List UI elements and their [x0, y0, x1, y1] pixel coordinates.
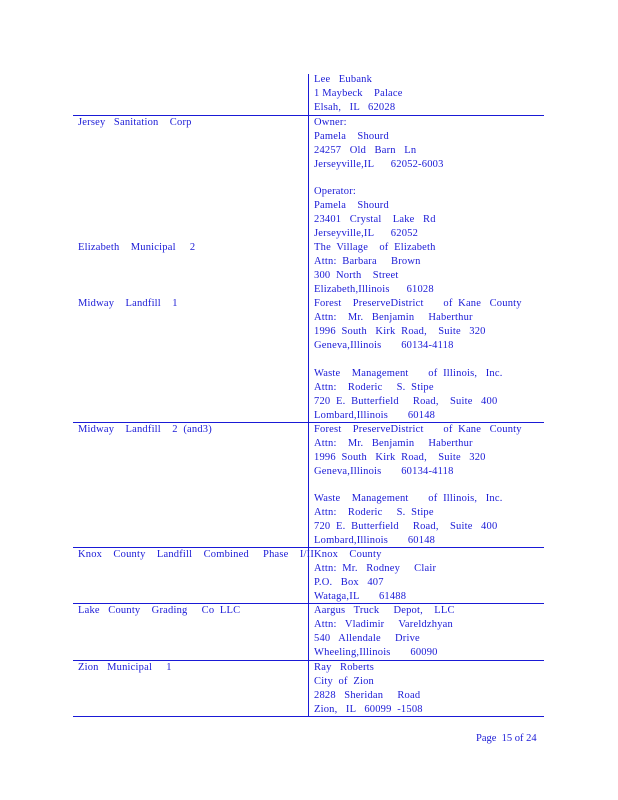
contact-line: 24257 Old Barn Ln: [314, 145, 417, 156]
contact-line: Pamela Shourd: [314, 131, 389, 142]
contact-line: Attn: Vladimir Vareldzhyan: [314, 619, 453, 630]
contact-line: Attn: Roderic S. Stipe: [314, 382, 434, 393]
column-divider: [308, 74, 309, 717]
contact-line: Lombard,Illinois 60148: [314, 535, 436, 546]
contact-line: Operator:: [314, 186, 357, 197]
contact-line: 1 Maybeck Palace: [314, 88, 403, 99]
contact-line: Attn: Roderic S. Stipe: [314, 507, 434, 518]
contact-line: Elizabeth,Illinois 61028: [314, 284, 434, 295]
contact-line: Owner:: [314, 117, 347, 128]
contact-line: P.O. Box 407: [314, 577, 384, 588]
contact-line: Forest PreserveDistrict of Kane County: [314, 298, 522, 309]
contact-line: Pamela Shourd: [314, 200, 389, 211]
contact-line: 300 North Street: [314, 270, 399, 281]
contact-line: Wataga,IL 61488: [314, 591, 407, 602]
facility-name: Jersey Sanitation Corp: [78, 117, 192, 128]
page-number: Page 15 of 24: [476, 733, 537, 744]
contact-line: Geneva,Illinois 60134-4118: [314, 340, 454, 351]
contact-line: Geneva,Illinois 60134-4118: [314, 466, 454, 477]
contact-line: Elsah, IL 62028: [314, 102, 396, 113]
contact-line: Wheeling,Illinois 60090: [314, 647, 438, 658]
facility-name: Knox County Landfill Combined Phase I/II: [78, 549, 315, 560]
contact-line: Jerseyville,IL 62052-6003: [314, 159, 444, 170]
facility-name: Zion Municipal 1: [78, 662, 172, 673]
contact-line: 1996 South Kirk Road, Suite 320: [314, 326, 486, 337]
contact-line: Attn: Barbara Brown: [314, 256, 421, 267]
contact-line: City of Zion: [314, 676, 374, 687]
facility-name: Elizabeth Municipal 2: [78, 242, 196, 253]
facility-name: Lake County Grading Co LLC: [78, 605, 241, 616]
contact-line: Attn: Mr. Benjamin Haberthur: [314, 312, 473, 323]
row-divider: [73, 716, 544, 717]
contact-line: 720 E. Butterfield Road, Suite 400: [314, 396, 498, 407]
contact-line: Waste Management of Illinois, Inc.: [314, 493, 503, 504]
contact-line: Lombard,Illinois 60148: [314, 410, 436, 421]
contact-line: Aargus Truck Depot, LLC: [314, 605, 455, 616]
contact-line: Ray Roberts: [314, 662, 375, 673]
contact-line: 540 Allendale Drive: [314, 633, 420, 644]
facility-name: Midway Landfill 1: [78, 298, 178, 309]
contact-line: Zion, IL 60099 -1508: [314, 704, 423, 715]
contact-line: Lee Eubank: [314, 74, 373, 85]
contact-line: Jerseyville,IL 62052: [314, 228, 419, 239]
contact-line: Forest PreserveDistrict of Kane County: [314, 424, 522, 435]
contact-line: 720 E. Butterfield Road, Suite 400: [314, 521, 498, 532]
facility-name: Midway Landfill 2 (and3): [78, 424, 212, 435]
contact-line: Waste Management of Illinois, Inc.: [314, 368, 503, 379]
contact-line: 23401 Crystal Lake Rd: [314, 214, 436, 225]
contact-line: Attn: Mr. Benjamin Haberthur: [314, 438, 473, 449]
contact-line: 2828 Sheridan Road: [314, 690, 421, 701]
contact-line: Attn: Mr. Rodney Clair: [314, 563, 437, 574]
contact-line: Knox County: [314, 549, 382, 560]
contact-line: The Village of Elizabeth: [314, 242, 436, 253]
contact-line: 1996 South Kirk Road, Suite 320: [314, 452, 486, 463]
